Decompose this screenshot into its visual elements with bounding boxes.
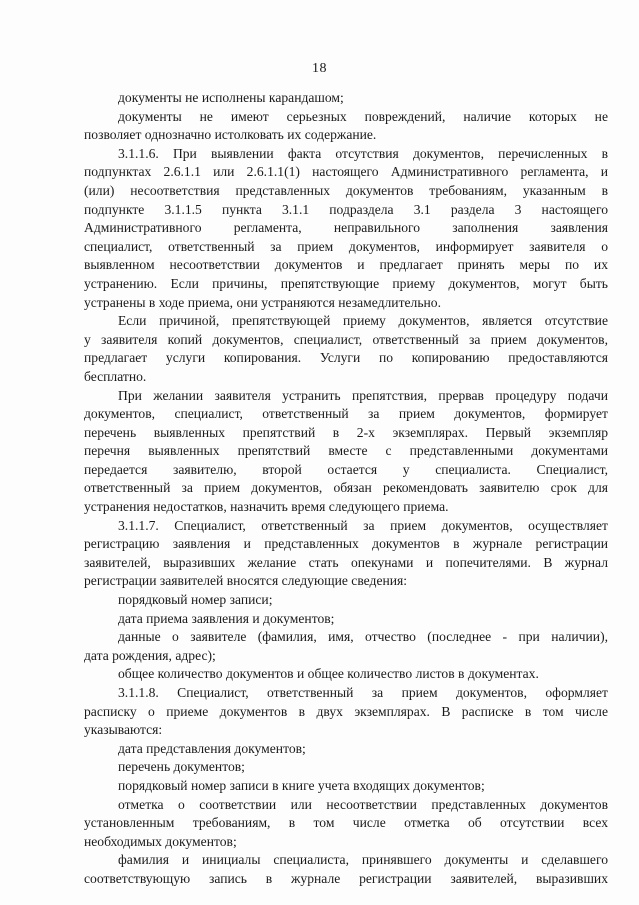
text-line: документы не исполнены карандашом;: [118, 90, 344, 105]
paragraph: [84, 758, 608, 777]
text-line: устранены в ходе приема, они устраняются незамедлительно.: [84, 294, 441, 310]
document-body: [84, 89, 608, 889]
paragraph: [84, 684, 608, 740]
paragraph: [84, 89, 608, 108]
paragraph: [84, 740, 608, 759]
text-line: При желании заявителя устранить препятствия, прервав процедуру подачи: [118, 387, 608, 403]
text-line: расписку о приеме документов в двух экземплярах. В расписке в том числе: [84, 703, 608, 719]
paragraph: [84, 312, 608, 386]
paragraph: [84, 387, 608, 517]
text-line: Административного регламента, неправильного заполнения заявления: [84, 220, 608, 236]
text-line: дата представления документов;: [118, 740, 306, 756]
text-line: данные о заявителе (фамилия, имя, отчество (последнее - при наличии),: [118, 629, 608, 645]
text-line: порядковый номер записи;: [118, 592, 273, 608]
text-line: документов, специалист, ответственный за прием документов, формирует: [84, 406, 608, 422]
paragraph: [84, 108, 608, 145]
text-line: 3.1.1.7. Специалист, ответственный за прием документов, осуществляет: [118, 517, 608, 533]
paragraph: [84, 851, 608, 888]
text-line: бесплатно.: [84, 368, 147, 384]
text-line: заявителей, выразивших желание стать опекунами и попечителями. В журнал: [84, 554, 608, 570]
text-line: Если причиной, препятствующей приему документов, является отсутствие: [118, 313, 608, 329]
text-line: перечень документов;: [118, 759, 245, 775]
text-line: отметка о соответствии или несоответствии представленных документов: [118, 796, 608, 812]
paragraph: [84, 610, 608, 629]
paragraph: [84, 517, 608, 591]
text-line: выявленном несоответствии документов и предлагает принять меры по их: [84, 257, 608, 273]
paragraph: [84, 665, 608, 684]
text-line: позволяет однозначно истолковать их содержание.: [84, 127, 377, 143]
text-line: предлагает услуги копирования. Услуги по копированию предоставляются: [84, 350, 608, 366]
text-line: у заявителя копий документов, специалист, ответственный за прием документов,: [84, 331, 608, 347]
text-line: регистрации заявителей вносятся следующие сведения:: [84, 573, 408, 589]
text-line: порядковый номер записи в книге учета входящих документов;: [118, 777, 485, 793]
text-line: дата приема заявления и документов;: [118, 610, 335, 626]
text-line: установленным требованиям, в том числе отметка об отсутствии всех: [84, 815, 608, 831]
text-line: необходимых документов;: [84, 833, 237, 849]
paragraph: [84, 777, 608, 796]
text-line: подпунктах 2.6.1.1 или 2.6.1.1(1) настоящего Административного регламента, и: [84, 164, 608, 180]
paragraph: [84, 796, 608, 852]
text-line: соответствующую запись в журнале регистрации заявителей, выразивших: [84, 870, 608, 886]
text-line: подпункте 3.1.1.5 пункта 3.1.1 подраздела 3.1 раздела 3 настоящего: [84, 201, 608, 217]
text-line: устранению. Если причины, препятствующие приему документов, могут быть: [84, 275, 608, 291]
text-line: регистрацию заявления и представленных документов в журнале регистрации: [84, 536, 608, 552]
text-line: устранения недостатков, назначить время следующего приема.: [84, 499, 449, 515]
text-line: дата рождения, адрес);: [84, 647, 216, 663]
text-line: перечня выявленных препятствий вместе с представленными документами: [84, 443, 608, 459]
text-line: специалист, ответственный за прием документов, информирует заявителя о: [84, 238, 608, 254]
text-line: ответственный за прием документов, обязан рекомендовать заявителю срок для: [84, 480, 608, 496]
text-line: указываются:: [84, 722, 163, 738]
text-line: фамилия и инициалы специалиста, принявшего документы и сделавшего: [118, 852, 608, 868]
text-line: документы не имеют серьезных повреждений, наличие которых не: [118, 108, 608, 124]
paragraph: [84, 628, 608, 665]
text-line: общее количество документов и общее количество листов в документах.: [118, 666, 539, 682]
text-line: 3.1.1.6. При выявлении факта отсутствия документов, перечисленных в: [118, 145, 608, 161]
text-line: передается заявителю, второй остается у специалиста. Специалист,: [84, 461, 608, 477]
paragraph: [84, 145, 608, 312]
text-line: перечень выявленных препятствий в 2-х экземплярах. Первый экземпляр: [84, 424, 608, 440]
paragraph: [84, 591, 608, 610]
text-line: 3.1.1.8. Специалист, ответственный за прием документов, оформляет: [118, 685, 608, 700]
text-line: (или) несоответствия представленных документов требованиям, указанным в: [84, 182, 608, 198]
page-number: 18: [312, 61, 327, 76]
